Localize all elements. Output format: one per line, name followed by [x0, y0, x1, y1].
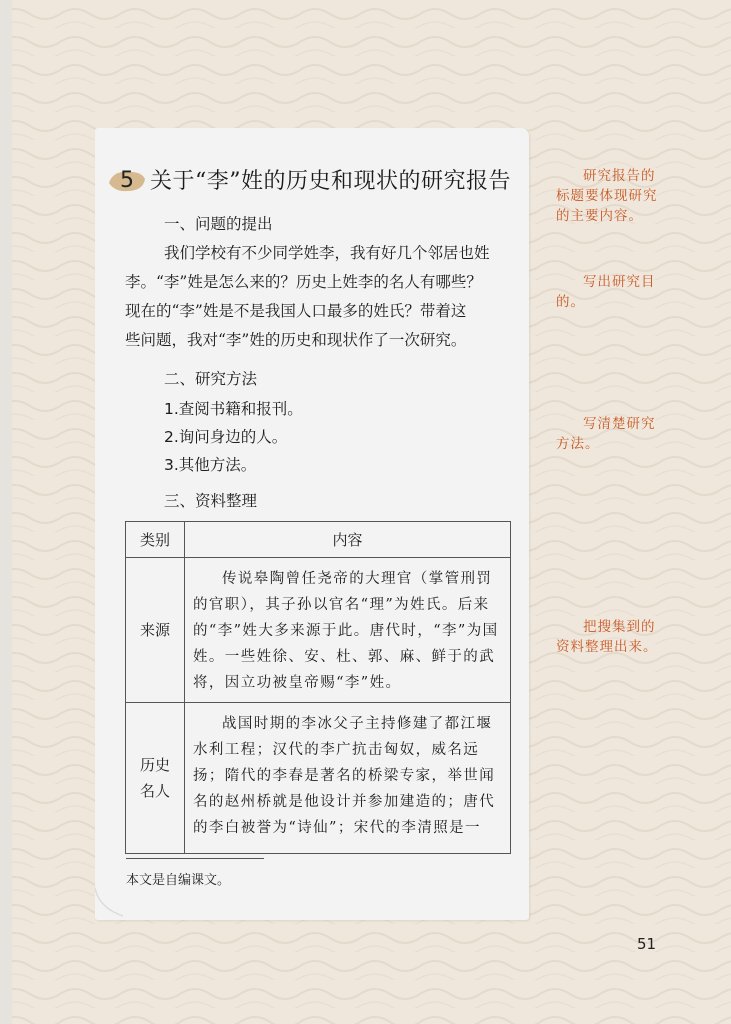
method-item: 3.其他方法。: [164, 456, 257, 474]
paragraph-line: 我们学校有不少同学姓李，我有好几个邻居也姓: [164, 244, 490, 262]
column-header: 内容: [185, 522, 511, 558]
side-note-line: 把搜集到的: [583, 619, 656, 635]
category-cell: [126, 703, 185, 854]
page-number: 51: [637, 935, 657, 953]
category-line: 名人: [139, 782, 170, 800]
content-cell: [185, 703, 511, 854]
side-note: [556, 414, 666, 454]
category-line: 历史: [139, 756, 170, 774]
side-note: [556, 617, 666, 657]
paragraph-line: 些问题，我对“李”姓的历史和现状作了一次研究。: [125, 331, 467, 349]
content-cell: [185, 558, 511, 703]
side-note-line: 写出研究目: [583, 274, 656, 290]
side-note-line: 的主要内容。: [556, 208, 643, 224]
side-note-line: 标题要体现研究: [556, 188, 658, 204]
cell-text: 传说皋陶曾任尧帝的大理官（掌管刑罚的官职），其子孙以官名“理”为姓氏。后来的“李”姓大多来源于此。唐代时，“李”为国姓。一些姓徐、安、杜、郭、麻、鲜于的武将，因立功被皇帝赐“李”姓。: [193, 571, 499, 691]
lesson-number-badge: [107, 163, 147, 197]
side-note-line: 研究报告的: [583, 168, 656, 184]
category-cell: 来源: [126, 558, 185, 703]
section-heading-2: 二、研究方法: [164, 370, 258, 388]
column-header: 类别: [126, 522, 185, 558]
lesson-title-row: [107, 160, 537, 200]
side-note-line: 写清楚研究: [583, 416, 656, 432]
table-row: [126, 703, 511, 854]
footnote-divider: [126, 858, 264, 859]
page-title: 关于“李”姓的历史和现状的研究报告: [150, 169, 511, 194]
method-item: 1.查阅书籍和报刊。: [164, 400, 303, 418]
side-note-line: 方法。: [556, 436, 600, 452]
table-header-row: [126, 522, 511, 558]
page-curl: [95, 858, 155, 922]
cell-text: 战国时期的李冰父子主持修建了都江堰水利工程；汉代的李广抗击匈奴，威名远扬；隋代的李春是著名的桥梁专家，举世闻名的赵州桥就是他设计并参加建造的；唐代的李白被誉为“诗仙”；宋代的李清照是一: [193, 716, 496, 836]
section-heading-1: 一、问题的提出: [164, 215, 273, 233]
paragraph-line: 李。“李”姓是怎么来的？历史上姓李的名人有哪些？: [125, 273, 482, 291]
table-row: [126, 558, 511, 703]
section-1-paragraph: [125, 239, 520, 355]
side-note: [556, 272, 666, 312]
paragraph-line: 现在的“李”姓是不是我国人口最多的姓氏？带着这: [125, 302, 467, 320]
lesson-number: 5: [120, 167, 134, 193]
method-item: 2.询问身边的人。: [164, 428, 288, 446]
section-heading-3: 三、资料整理: [164, 492, 258, 510]
side-note: [556, 166, 666, 226]
footnote: 本文是自编课文。: [126, 873, 231, 888]
side-note-line: 资料整理出来。: [556, 639, 658, 655]
data-table: [125, 521, 511, 854]
side-note-line: 的。: [556, 294, 585, 310]
